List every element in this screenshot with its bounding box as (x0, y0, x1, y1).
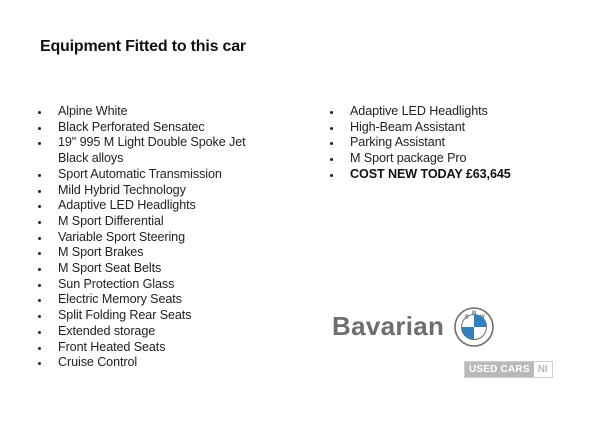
list-item: M Sport Brakes (38, 245, 278, 261)
badge-label: USED CARS (465, 362, 534, 377)
bmw-roundel-icon (454, 307, 494, 347)
list-item: Sun Protection Glass (38, 277, 278, 293)
list-item: M Sport Seat Belts (38, 261, 278, 277)
page-title: Equipment Fitted to this car (40, 38, 246, 55)
badge-region: NI (534, 362, 552, 377)
list-item: Electric Memory Seats (38, 292, 278, 308)
equipment-list-right (330, 104, 570, 183)
list-item: Adaptive LED Headlights (38, 198, 278, 214)
list-item: Sport Automatic Transmission (38, 167, 278, 183)
list-item: Variable Sport Steering (38, 230, 278, 246)
list-item: Front Heated Seats (38, 340, 278, 356)
list-item: Mild Hybrid Technology (38, 183, 278, 199)
roundel-letter: M (472, 310, 477, 317)
list-item: Black Perforated Sensatec (38, 120, 278, 136)
roundel-letter: B (465, 314, 469, 321)
used-cars-badge (464, 361, 553, 378)
equipment-list-left (38, 104, 278, 371)
list-item: M Sport Differential (38, 214, 278, 230)
list-item: Extended storage (38, 324, 278, 340)
list-item: Split Folding Rear Seats (38, 308, 278, 324)
list-item: Adaptive LED Headlights (330, 104, 570, 120)
list-item: 19" 995 M Light Double Spoke Jet Black alloys (38, 135, 278, 166)
roundel-letter: W (480, 314, 485, 321)
list-item: M Sport package Pro (330, 151, 570, 167)
list-item: Cruise Control (38, 355, 278, 371)
list-item: Alpine White (38, 104, 278, 120)
cost-new-item: COST NEW TODAY £63,645 (330, 167, 570, 183)
dealer-logo-text: Bavarian (332, 311, 445, 341)
list-item: High-Beam Assistant (330, 120, 570, 136)
list-item: Parking Assistant (330, 135, 570, 151)
